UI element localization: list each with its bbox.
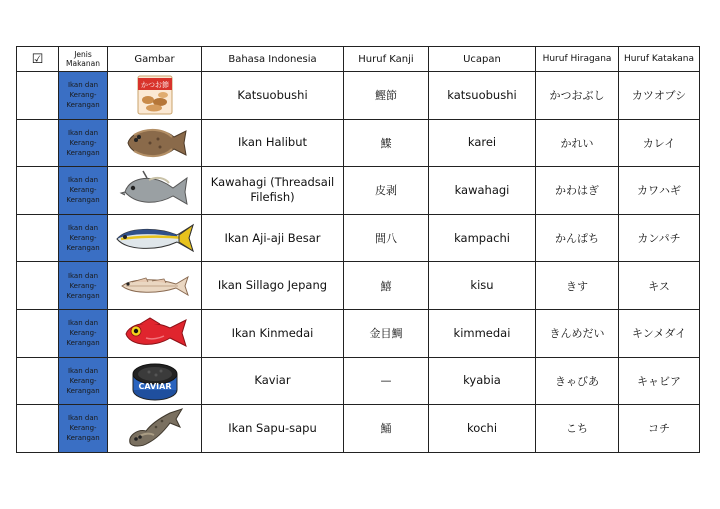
indonesian-cell: Ikan Sillago Jepang [202,262,344,310]
checkbox-cell[interactable] [17,72,59,120]
reading-cell: katsuobushi [429,72,536,120]
category-cell: Ikan dan Kerang-Kerangan [59,119,108,167]
vocabulary-table [16,46,700,453]
sillago-fish-icon [118,272,192,300]
hiragana-cell: かわはぎ [536,167,619,215]
flathead-fish-icon [124,407,186,449]
indonesian-cell: Ikan Aji-aji Besar [202,214,344,262]
table-row [17,357,700,405]
hiragana-cell: きゃびあ [536,357,619,405]
picture-cell [108,405,202,453]
checkbox-cell[interactable] [17,262,59,310]
katsuobushi-package-icon [135,74,175,116]
halibut-fish-icon [120,123,190,163]
katakana-cell: カワハギ [619,167,700,215]
hiragana-cell: かつおぶし [536,72,619,120]
hiragana-cell: かんぱち [536,214,619,262]
kanji-cell: — [344,357,429,405]
table-row [17,214,700,262]
header-gambar: Gambar [108,47,202,72]
header-hiragana: Huruf Hiragana [536,47,619,72]
checkbox-header[interactable]: ☑ [17,47,59,72]
kanji-cell: 間八 [344,214,429,262]
kanji-cell: 鱚 [344,262,429,310]
category-cell: Ikan dan Kerang-Kerangan [59,405,108,453]
picture-cell [108,309,202,357]
category-cell: Ikan dan Kerang-Kerangan [59,309,108,357]
category-cell: Ikan dan Kerang-Kerangan [59,214,108,262]
header-bahasa: Bahasa Indonesia [202,47,344,72]
checkbox-cell[interactable] [17,214,59,262]
picture-cell [108,167,202,215]
katakana-cell: カツオブシ [619,72,700,120]
reading-cell: kochi [429,405,536,453]
header-kanji: Huruf Kanji [344,47,429,72]
reading-cell: kisu [429,262,536,310]
hiragana-cell: きす [536,262,619,310]
indonesian-cell: Ikan Sapu-sapu [202,405,344,453]
indonesian-cell: Kaviar [202,357,344,405]
kanji-cell: 鯒 [344,405,429,453]
katakana-cell: キス [619,262,700,310]
category-cell: Ikan dan Kerang-Kerangan [59,167,108,215]
header-ucapan: Ucapan [429,47,536,72]
katakana-cell: カレイ [619,119,700,167]
reading-cell: kampachi [429,214,536,262]
table-row [17,72,700,120]
kanji-cell: 鰈 [344,119,429,167]
category-cell: Ikan dan Kerang-Kerangan [59,72,108,120]
katakana-cell: カンパチ [619,214,700,262]
checkbox-cell[interactable] [17,309,59,357]
reading-cell: karei [429,119,536,167]
kinmedai-fish-icon [120,316,190,350]
caviar-tin-icon [129,360,181,402]
checkbox-cell[interactable] [17,357,59,405]
caviar-tin-label: CAVIAR [137,381,172,391]
checkbox-cell[interactable] [17,405,59,453]
table-row [17,119,700,167]
picture-cell [108,262,202,310]
hiragana-cell: かれい [536,119,619,167]
category-cell: Ikan dan Kerang-Kerangan [59,357,108,405]
reading-cell: kimmedai [429,309,536,357]
katakana-cell: キャビア [619,357,700,405]
picture-cell [108,214,202,262]
amberjack-fish-icon [113,221,197,255]
picture-cell [108,357,202,405]
katakana-cell: コチ [619,405,700,453]
reading-cell: kyabia [429,357,536,405]
checkbox-cell[interactable] [17,119,59,167]
filefish-icon [119,170,191,210]
table-row [17,167,700,215]
header-jenis: Jenis Makanan [59,47,108,72]
picture-cell [108,72,202,120]
category-cell: Ikan dan Kerang-Kerangan [59,262,108,310]
reading-cell: kawahagi [429,167,536,215]
header-row [17,47,700,72]
hiragana-cell: きんめだい [536,309,619,357]
table-row [17,262,700,310]
indonesian-cell: Ikan Halibut [202,119,344,167]
kanji-cell: 皮剥 [344,167,429,215]
indonesian-cell: Katsuobushi [202,72,344,120]
kanji-cell: 金目鯛 [344,309,429,357]
kanji-cell: 鰹節 [344,72,429,120]
hiragana-cell: こち [536,405,619,453]
table-row [17,405,700,453]
katakana-cell: キンメダイ [619,309,700,357]
indonesian-cell: Ikan Kinmedai [202,309,344,357]
indonesian-cell: Kawahagi (Threadsail Filefish) [202,167,344,215]
picture-cell [108,119,202,167]
katsuobushi-package-label: かつお節 [140,81,169,90]
table-row [17,309,700,357]
checkbox-cell[interactable] [17,167,59,215]
header-katakana: Huruf Katakana [619,47,700,72]
